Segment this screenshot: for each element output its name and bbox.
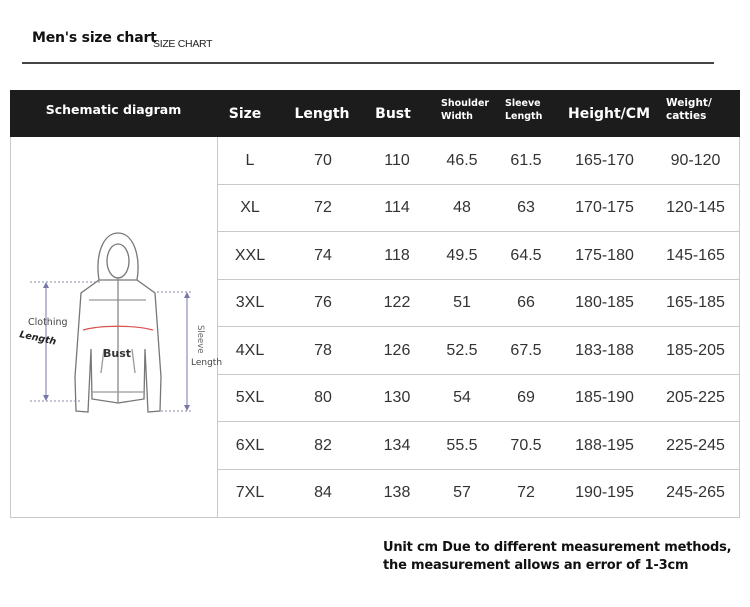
cell-weight: 185-205 — [666, 341, 725, 359]
cell-height: 190-195 — [575, 484, 634, 502]
cell-weight: 120-145 — [666, 199, 725, 217]
cell-length: 72 — [314, 199, 332, 217]
table-row — [218, 280, 740, 328]
col-header-shoulder — [441, 86, 501, 133]
cell-weight: 90-120 — [670, 151, 721, 169]
measurement-note — [383, 539, 731, 575]
cell-shoulder: 52.5 — [446, 341, 478, 359]
cell-size: 5XL — [235, 389, 265, 407]
length-label: Length — [18, 329, 58, 348]
cell-weight: 165-185 — [666, 294, 725, 312]
cell-bust: 130 — [383, 389, 411, 407]
cell-sleeve: 67.5 — [510, 341, 542, 359]
col-header-shoulder-line2: Width — [441, 110, 473, 122]
cell-weight: 245-265 — [666, 484, 725, 502]
table-body — [10, 137, 740, 518]
cell-bust: 138 — [383, 484, 411, 502]
cell-shoulder: 51 — [453, 294, 471, 312]
cell-bust: 114 — [384, 199, 410, 217]
cell-weight: 145-165 — [666, 246, 725, 264]
col-header-weight-line1: Weight/ — [666, 96, 712, 109]
cell-height: 188-195 — [575, 436, 634, 454]
size-chart-title: Men's size chart — [32, 30, 157, 46]
cell-sleeve: 72 — [517, 484, 535, 502]
col-header-weight — [666, 86, 736, 133]
note-line-2: the measurement allows an error of 1-3cm — [383, 558, 689, 573]
clothing-label: Clothing — [28, 317, 68, 328]
sleeve-label: Sleeve — [195, 325, 205, 354]
cell-height: 180-185 — [575, 294, 634, 312]
cell-height: 183-188 — [575, 341, 634, 359]
table-row — [218, 470, 740, 518]
size-table — [10, 90, 740, 518]
cell-length: 84 — [314, 484, 332, 502]
col-header-sleeve-line1: Sleeve — [505, 97, 541, 109]
cell-size: XXL — [234, 246, 266, 264]
bust-label: Bust — [103, 347, 132, 360]
cell-bust: 134 — [383, 436, 411, 454]
col-header-sleeve-line2: Length — [505, 110, 543, 122]
cell-length: 78 — [314, 341, 332, 359]
table-row — [218, 232, 740, 280]
col-header-height: Height/CM — [567, 105, 650, 122]
cell-length: 74 — [314, 246, 332, 264]
col-header-length: Length — [294, 105, 350, 122]
note-line-1: Unit cm Due to different measurement methods, — [383, 540, 732, 555]
jacket-face-opening — [107, 244, 129, 278]
cell-height: 165-170 — [575, 151, 634, 169]
size-chart-subtitle: SIZE CHART — [153, 38, 213, 50]
col-header-shoulder-line1: Shoulder — [441, 97, 490, 109]
cell-length: 70 — [314, 151, 332, 169]
cell-shoulder: 55.5 — [446, 436, 478, 454]
header-divider — [22, 62, 714, 64]
col-header-weight-line2: catties — [666, 109, 707, 122]
cell-sleeve: 66 — [517, 294, 535, 312]
cell-weight: 205-225 — [666, 389, 725, 407]
cell-length: 76 — [314, 294, 332, 312]
table-row — [218, 375, 740, 423]
col-header-schematic: Schematic diagram — [45, 102, 182, 117]
cell-height: 170-175 — [575, 199, 634, 217]
cell-shoulder: 49.5 — [446, 246, 478, 264]
col-header-bust: Bust — [375, 105, 411, 122]
col-header-size: Size — [228, 105, 262, 122]
cell-bust: 118 — [384, 246, 410, 264]
table-row — [218, 185, 740, 233]
cell-length: 82 — [314, 436, 332, 454]
cell-shoulder: 48 — [453, 199, 471, 217]
cell-bust: 126 — [383, 341, 411, 359]
cell-length: 80 — [314, 389, 332, 407]
cell-sleeve: 70.5 — [510, 436, 542, 454]
cell-bust: 122 — [383, 294, 411, 312]
cell-sleeve: 69 — [517, 389, 535, 407]
cell-shoulder: 57 — [453, 484, 471, 502]
table-row — [218, 327, 740, 375]
cell-weight: 225-245 — [666, 436, 725, 454]
cell-size: 7XL — [235, 484, 265, 502]
cell-shoulder: 46.5 — [446, 151, 478, 169]
col-header-sleeve — [505, 86, 565, 133]
cell-size: 3XL — [235, 294, 265, 312]
cell-height: 185-190 — [575, 389, 634, 407]
cell-sleeve: 64.5 — [510, 246, 542, 264]
schematic-diagram — [11, 137, 223, 517]
cell-size: 4XL — [235, 341, 265, 359]
cell-size: XL — [240, 199, 260, 217]
table-header — [10, 90, 740, 137]
cell-shoulder: 54 — [453, 389, 471, 407]
table-row — [218, 422, 740, 470]
jacket-hood — [98, 233, 138, 280]
cell-size: 6XL — [235, 436, 265, 454]
cell-sleeve: 63 — [517, 199, 535, 217]
sleeve-length-label: Length — [191, 358, 223, 368]
hooded-jacket-icon — [11, 137, 223, 517]
cell-size: L — [245, 151, 255, 169]
cell-bust: 110 — [384, 151, 410, 169]
table-row — [218, 137, 740, 185]
cell-sleeve: 61.5 — [510, 151, 542, 169]
cell-height: 175-180 — [575, 246, 634, 264]
